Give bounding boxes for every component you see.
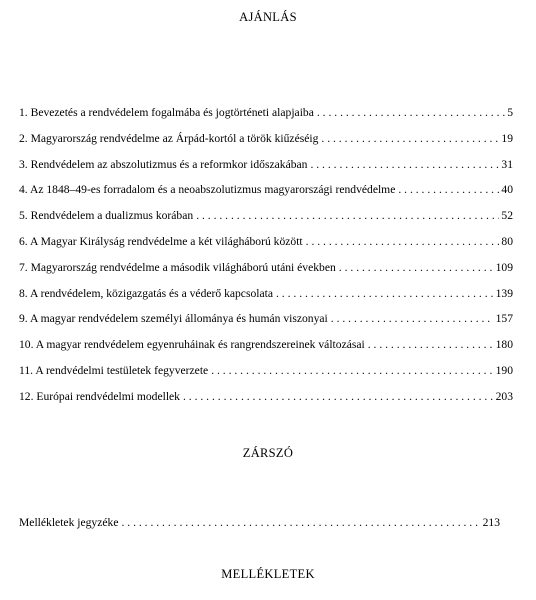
appendix-index-page: 213 xyxy=(482,516,500,529)
table-of-contents xyxy=(19,106,513,416)
toc-entry xyxy=(19,106,513,132)
toc-entry-page: 5 xyxy=(507,106,513,119)
toc-entry xyxy=(19,132,513,158)
toc-leader-dots xyxy=(317,106,505,119)
toc-entry xyxy=(19,261,513,287)
toc-entry-label: 5. Rendvédelem a dualizmus korában xyxy=(19,209,194,223)
toc-entry-label: 7. Magyarország rendvédelme a második világháború utáni években xyxy=(19,260,336,274)
toc-entry-label: 2. Magyarország rendvédelme az Árpád-kortól a török kiűzéséig xyxy=(19,131,319,145)
toc-entry-page: 203 xyxy=(495,389,513,403)
toc-entry xyxy=(19,516,500,542)
toc-entry-page: 31 xyxy=(501,157,513,171)
toc-entry-page: 180 xyxy=(495,338,513,352)
toc-leader-dots xyxy=(321,132,499,145)
toc-leader-dots xyxy=(331,312,494,325)
toc-leader-dots xyxy=(339,261,494,274)
toc-entry xyxy=(19,183,513,209)
toc-leader-dots xyxy=(183,390,494,403)
toc-entry-page: 109 xyxy=(495,260,513,274)
toc-leader-dots xyxy=(196,209,499,222)
heading-epilogue: ZÁRSZÓ xyxy=(242,446,294,460)
toc-leader-dots xyxy=(306,235,500,248)
toc-leader-dots xyxy=(211,364,493,377)
toc-entry xyxy=(19,209,513,235)
toc-entry xyxy=(19,158,513,184)
toc-entry-label: 4. Az 1848–49-es forradalom és a neoabszolutizmus magyarországi rendvédelme xyxy=(19,183,396,197)
toc-leader-dots xyxy=(121,516,480,529)
toc-entry-page: 52 xyxy=(501,209,513,223)
toc-entry xyxy=(19,287,513,313)
toc-entry xyxy=(19,235,513,261)
heading-appendices: MELLÉKLETEK xyxy=(221,567,315,581)
toc-leader-dots xyxy=(310,158,499,171)
toc-entry-label: 1. Bevezetés a rendvédelem fogalmába és jogtörténeti alapjaiba xyxy=(19,106,314,119)
toc-entry-label: 6. A Magyar Királyság rendvédelme a két világháború között xyxy=(19,234,303,248)
heading-recommendation: AJÁNLÁS xyxy=(239,10,297,24)
toc-leader-dots xyxy=(368,338,494,351)
toc-entry-label: 12. Európai rendvédelmi modellek xyxy=(19,389,180,403)
toc-entry-label: 11. A rendvédelmi testületek fegyverzete xyxy=(19,363,209,377)
toc-entry-label: 3. Rendvédelem az abszolutizmus és a reformkor időszakában xyxy=(19,157,308,171)
toc-entry-label: 9. A magyar rendvédelem személyi állománya és humán viszonyai xyxy=(19,312,328,326)
toc-entry-page: 157 xyxy=(495,312,513,326)
toc-entry-label: 10. A magyar rendvédelem egyenruháinak és rangrendszereinek változásai xyxy=(19,338,365,352)
appendix-index-label: Mellékletek jegyzéke xyxy=(19,516,119,529)
toc-entry-page: 19 xyxy=(501,131,513,145)
toc-entry-label: 8. A rendvédelem, közigazgatás és a véderő kapcsolata xyxy=(19,286,273,300)
toc-entry-page: 40 xyxy=(501,183,513,197)
toc-entry xyxy=(19,312,513,338)
toc-entry xyxy=(19,390,513,416)
toc-leader-dots xyxy=(398,183,499,196)
toc-entry-page: 190 xyxy=(495,363,513,377)
toc-entry-page: 80 xyxy=(501,234,513,248)
toc-entry-page: 139 xyxy=(495,286,513,300)
appendix-index xyxy=(19,516,500,542)
toc-entry xyxy=(19,338,513,364)
toc-leader-dots xyxy=(276,287,494,300)
toc-entry xyxy=(19,364,513,390)
